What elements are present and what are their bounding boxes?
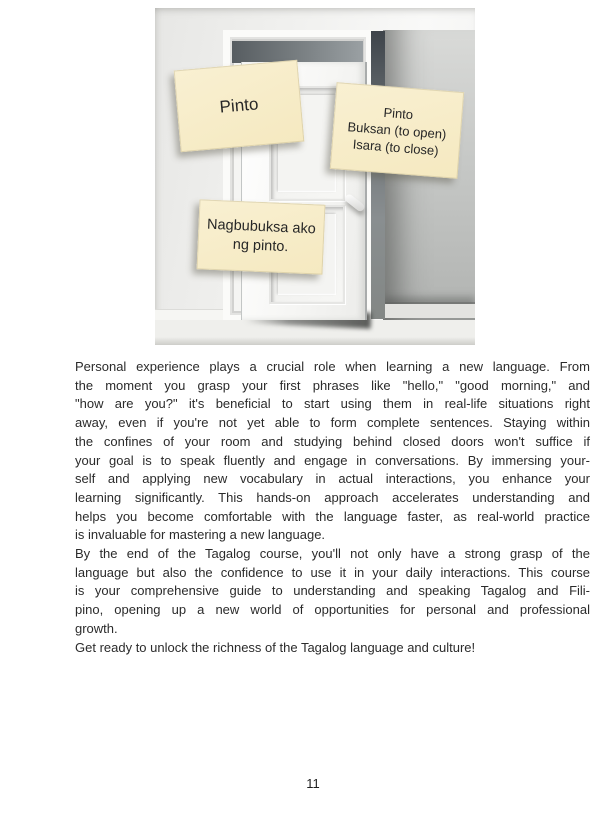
- flashcard-line: Isara (to close): [352, 136, 440, 159]
- text-line: pino, opening up a new world of opportunities for personal and professional: [75, 602, 590, 618]
- text-line: growth.: [75, 620, 118, 636]
- text-line: away, even if you're not yet able to form complete sentences. Staying within: [75, 415, 590, 431]
- text-line: language but also the confidence to use it in your daily interactions. This course: [75, 564, 590, 580]
- flashcard-nagbubuksa: [197, 199, 326, 274]
- paragraph-3: [75, 639, 590, 658]
- text-line: "how are you?" it's beneficial to start using them in real-life situations right: [75, 396, 590, 412]
- text-line: By the end of the Tagalog course, you'll not only have a strong grasp of the: [75, 546, 590, 562]
- flashcard-line: ng pinto.: [232, 236, 289, 256]
- text-line: is your comprehensive guide to understanding and speaking Tagalog and Fili-: [75, 583, 590, 599]
- door-frame-side-edge: [371, 31, 385, 319]
- text-line: helps you become comfortable with the language faster, as real-world practice: [75, 508, 590, 524]
- text-line: your goal is to speak fluently and engage in conversations. By immersing your-: [75, 452, 590, 468]
- body-text: [75, 358, 590, 657]
- text-line: Get ready to unlock the richness of the Tagalog language and culture!: [75, 639, 476, 655]
- interior-baseboard: [383, 304, 475, 318]
- text-line: the confines of your room and studying behind closed doors won't suffice if: [75, 433, 590, 449]
- text-line: is invaluable for mastering a new language.: [75, 527, 326, 543]
- flashcard-line: Pinto: [218, 94, 260, 117]
- text-line: learning significantly. This hands-on approach accelerates understanding and: [75, 489, 590, 505]
- flashcard-line: Nagbubuksa ako: [206, 216, 317, 238]
- paragraph-1: [75, 358, 590, 545]
- flashcard-line: Pinto: [382, 104, 414, 123]
- flashcard-pinto: [174, 60, 305, 152]
- photo-bottom-edge: [155, 337, 475, 345]
- door-photo: [155, 8, 475, 345]
- flashcard-buksan-isara: [330, 82, 464, 179]
- flashcard-line: Buksan (to open): [347, 119, 447, 142]
- text-line: the moment you grasp your first phrases like "hello," "good morning," and: [75, 377, 590, 393]
- door-frame-reveal: [232, 41, 363, 63]
- paragraph-2: [75, 545, 590, 639]
- page-number: 11: [306, 776, 320, 792]
- text-line: Personal experience plays a crucial role when learning a new language. From: [75, 359, 590, 374]
- text-line: self and applying new vocabulary in actual interactions, you enhance your: [75, 471, 590, 487]
